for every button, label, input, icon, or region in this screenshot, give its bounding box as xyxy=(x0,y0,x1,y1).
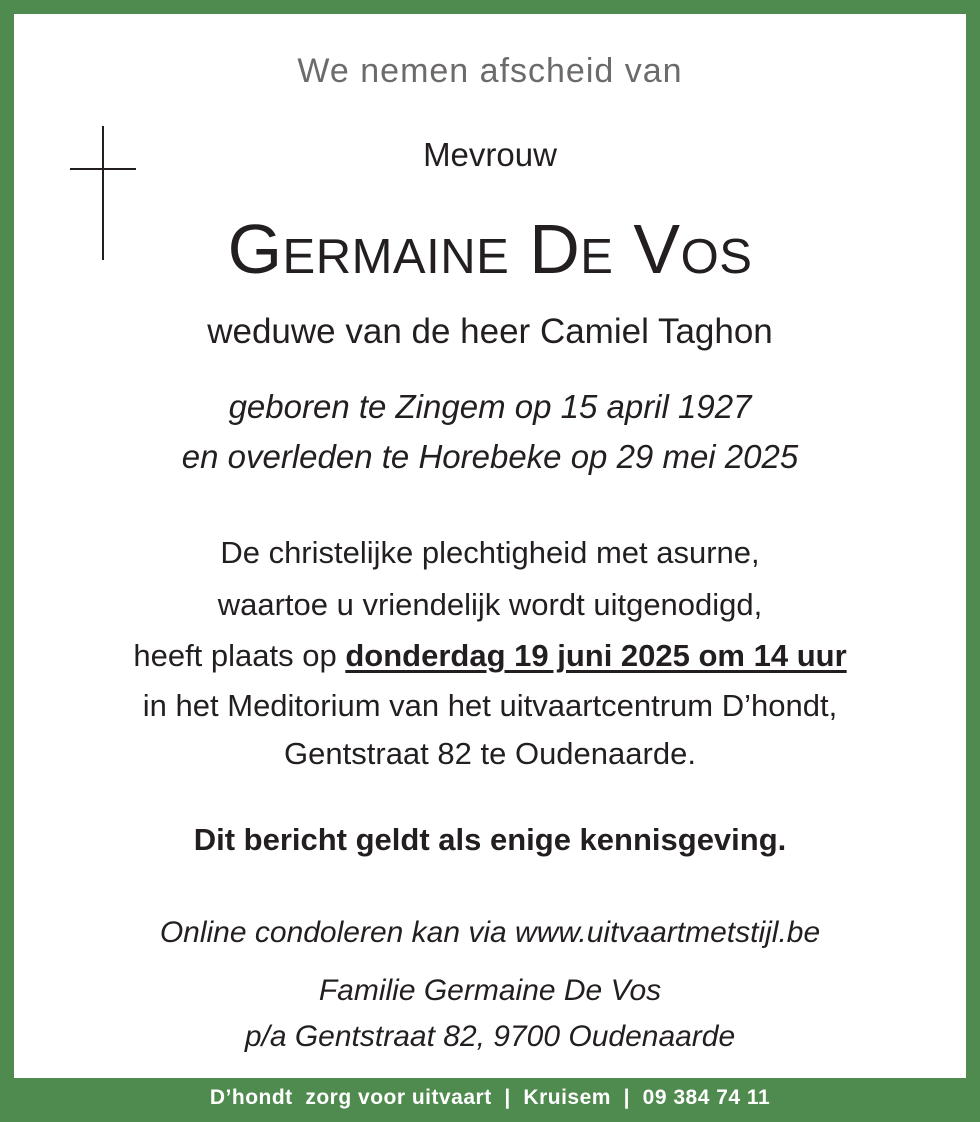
death-line: en overleden te Horebeke op 29 mei 2025 xyxy=(181,438,799,475)
notice-text: Dit bericht geldt als enige kennisgeving. xyxy=(193,822,787,857)
spouse-line: weduwe van de heer Camiel Taghon xyxy=(207,312,773,351)
ceremony-prefix: heeft plaats op xyxy=(133,638,346,673)
ceremony-line-2: waartoe u vriendelijk wordt uitgenodigd, xyxy=(217,587,763,622)
ceremony-date: donderdag 19 juni 2025 om 14 uur xyxy=(345,638,847,673)
footer-contact: D’hondt zorg voor uitvaart | Kruisem | 09 384 74 11 xyxy=(209,1086,771,1109)
birth-line: geboren te Zingem op 15 april 1927 xyxy=(228,388,752,425)
intro-text: We nemen afscheid van xyxy=(297,52,683,90)
family-name: Familie Germaine De Vos xyxy=(318,974,662,1007)
ceremony-line-4: in het Meditorium van het uitvaartcentrum D’hondt, xyxy=(142,688,838,723)
family-address: p/a Gentstraat 82, 9700 Oudenaarde xyxy=(244,1020,736,1053)
ceremony-line-3 xyxy=(0,638,980,674)
ceremony-line-5: Gentstraat 82 te Oudenaarde. xyxy=(284,736,696,771)
deceased-name: Germaine De Vos xyxy=(227,210,753,288)
honorific: Mevrouw xyxy=(423,136,557,173)
online-condolence-text: Online condoleren kan via www.uitvaartmetstijl.be xyxy=(159,916,821,949)
ceremony-line-1: De christelijke plechtigheid met asurne, xyxy=(220,535,760,570)
